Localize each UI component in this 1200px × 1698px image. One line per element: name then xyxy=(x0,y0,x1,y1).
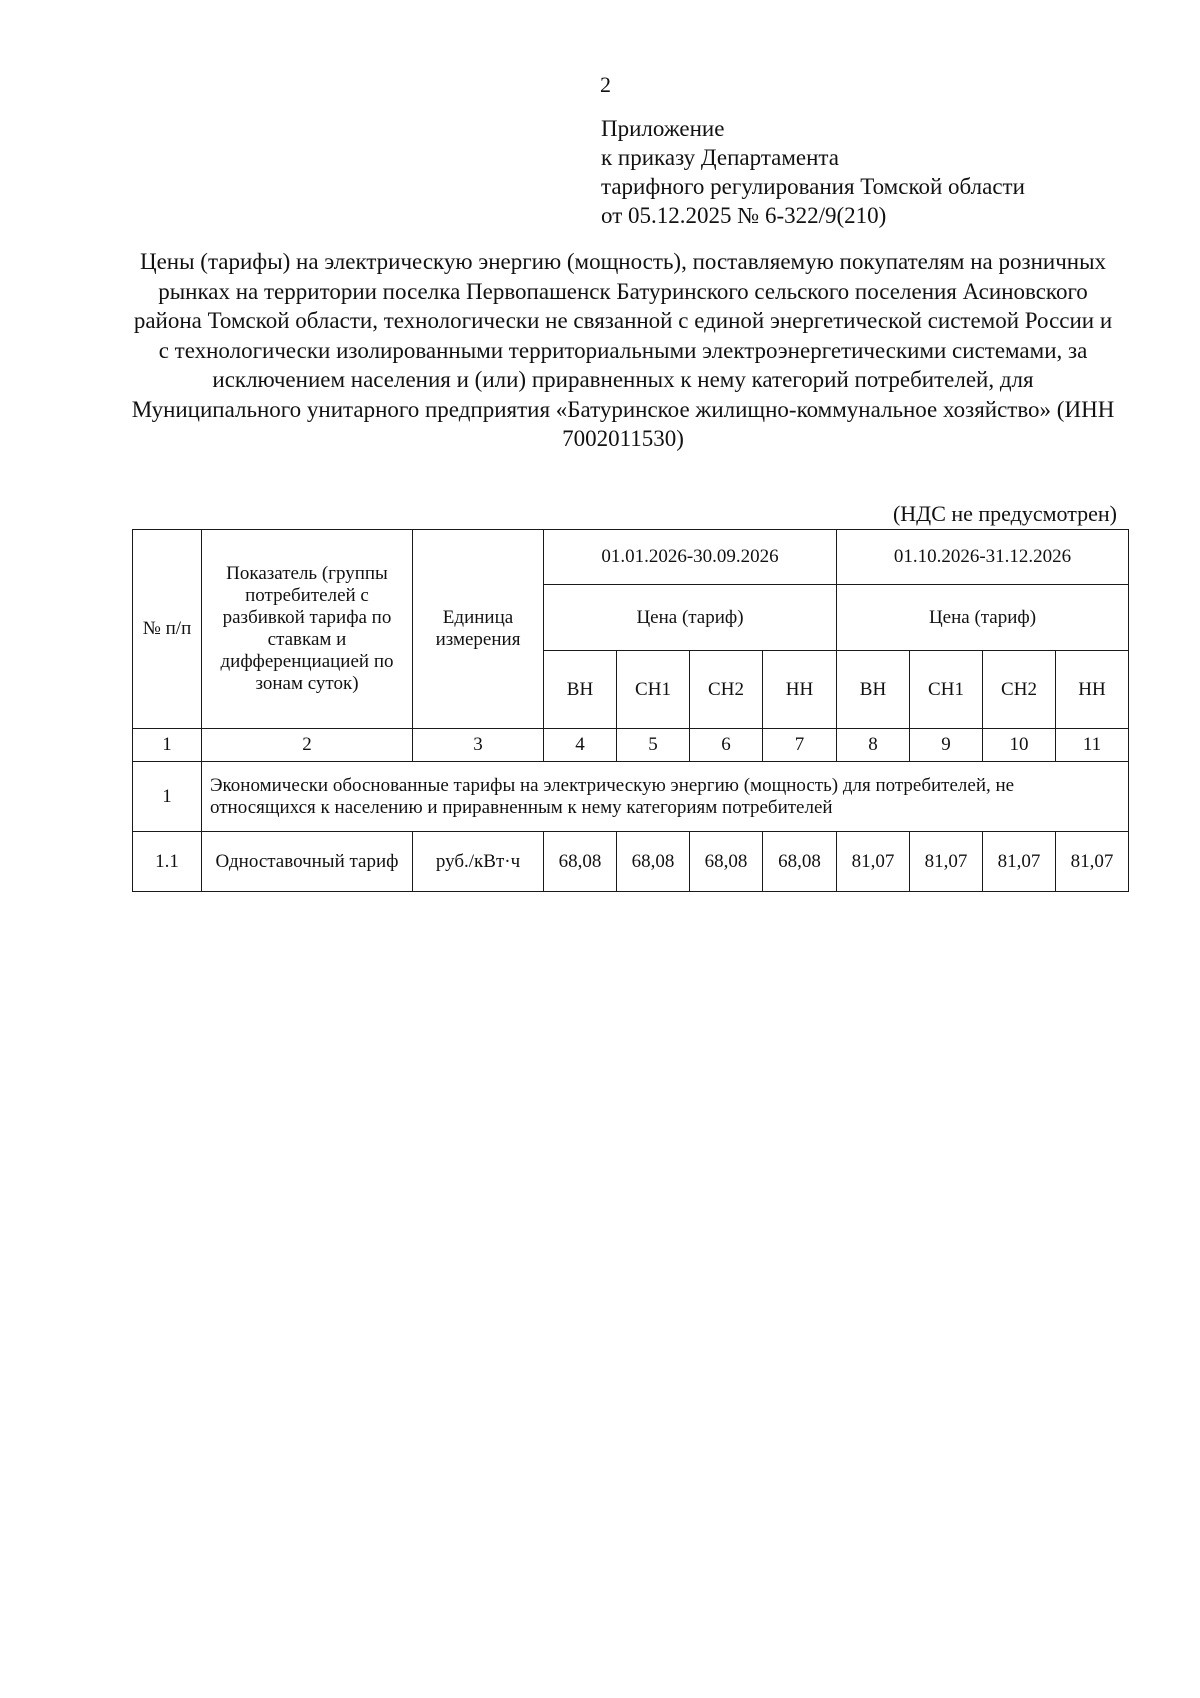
tariff-value: 68,08 xyxy=(617,832,690,892)
vat-note: (НДС не предусмотрен) xyxy=(892,501,1117,526)
table-row xyxy=(133,832,1129,892)
appendix-line: к приказу Департамента xyxy=(601,145,839,170)
column-number: 2 xyxy=(202,729,413,762)
column-number: 4 xyxy=(544,729,617,762)
header-number: № п/п xyxy=(133,530,202,729)
header-period: 01.01.2026-30.09.2026 xyxy=(544,530,837,585)
column-number-row xyxy=(133,729,1129,762)
tariff-value: 81,07 xyxy=(837,832,910,892)
section-row xyxy=(133,762,1129,832)
header-voltage-level: СН2 xyxy=(690,651,763,729)
column-number: 7 xyxy=(763,729,837,762)
tariff-value: 81,07 xyxy=(1056,832,1129,892)
header-voltage-level: НН xyxy=(763,651,837,729)
row-name: Одноставочный тариф xyxy=(202,832,413,892)
column-number: 10 xyxy=(983,729,1056,762)
appendix-block xyxy=(601,114,1121,230)
tariff-table xyxy=(132,529,1129,892)
row-number: 1.1 xyxy=(133,832,202,892)
header-voltage-level: СН1 xyxy=(617,651,690,729)
header-indicator: Показатель (группы потребителей с разбивкой тарифа по ставкам и дифференциацией по зонам суток) xyxy=(202,530,413,729)
tariff-value: 68,08 xyxy=(690,832,763,892)
section-title: Экономически обоснованные тарифы на электрическую энергию (мощность) для потребителей, не относящихся к населению и приравненным к нему категориям потребителей xyxy=(202,762,1129,832)
column-number: 9 xyxy=(910,729,983,762)
section-number: 1 xyxy=(133,762,202,832)
column-number: 1 xyxy=(133,729,202,762)
tariff-value: 68,08 xyxy=(763,832,837,892)
column-number: 8 xyxy=(837,729,910,762)
header-period: 01.10.2026-31.12.2026 xyxy=(837,530,1129,585)
tariff-value: 68,08 xyxy=(544,832,617,892)
header-unit: Единица измерения xyxy=(413,530,544,729)
header-voltage-level: ВН xyxy=(837,651,910,729)
header-price-label: Цена (тариф) xyxy=(544,585,837,651)
column-number: 6 xyxy=(690,729,763,762)
column-number: 3 xyxy=(413,729,544,762)
tariff-value: 81,07 xyxy=(910,832,983,892)
column-number: 11 xyxy=(1056,729,1129,762)
appendix-line: Приложение xyxy=(601,116,725,141)
header-voltage-level: НН xyxy=(1056,651,1129,729)
appendix-line: тарифного регулирования Томской области xyxy=(601,174,1025,199)
column-number: 5 xyxy=(617,729,690,762)
document-title: Цены (тарифы) на электрическую энергию (мощность), поставляемую покупателям на розничных рынках на территории поселка Первопашенск Батуринского сельского поселения Асиновского района Томской области, технологически не связанной с единой энергетической системой России и с технологически изолированными территориальными электроэнергетическими системами, за исключением населения и (или) приравненных к нему категорий потребителей, для Муниципального унитарного предприятия «Батуринское жилищно-коммунальное хозяйство» (ИНН 7002011530) xyxy=(131,249,1115,451)
header-voltage-level: СН1 xyxy=(910,651,983,729)
header-voltage-level: СН2 xyxy=(983,651,1056,729)
header-price-label: Цена (тариф) xyxy=(837,585,1129,651)
header-voltage-level: ВН xyxy=(544,651,617,729)
page-number: 2 xyxy=(600,72,611,97)
appendix-line: от 05.12.2025 № 6-322/9(210) xyxy=(601,203,887,228)
row-unit: руб./кВт·ч xyxy=(413,832,544,892)
tariff-value: 81,07 xyxy=(983,832,1056,892)
